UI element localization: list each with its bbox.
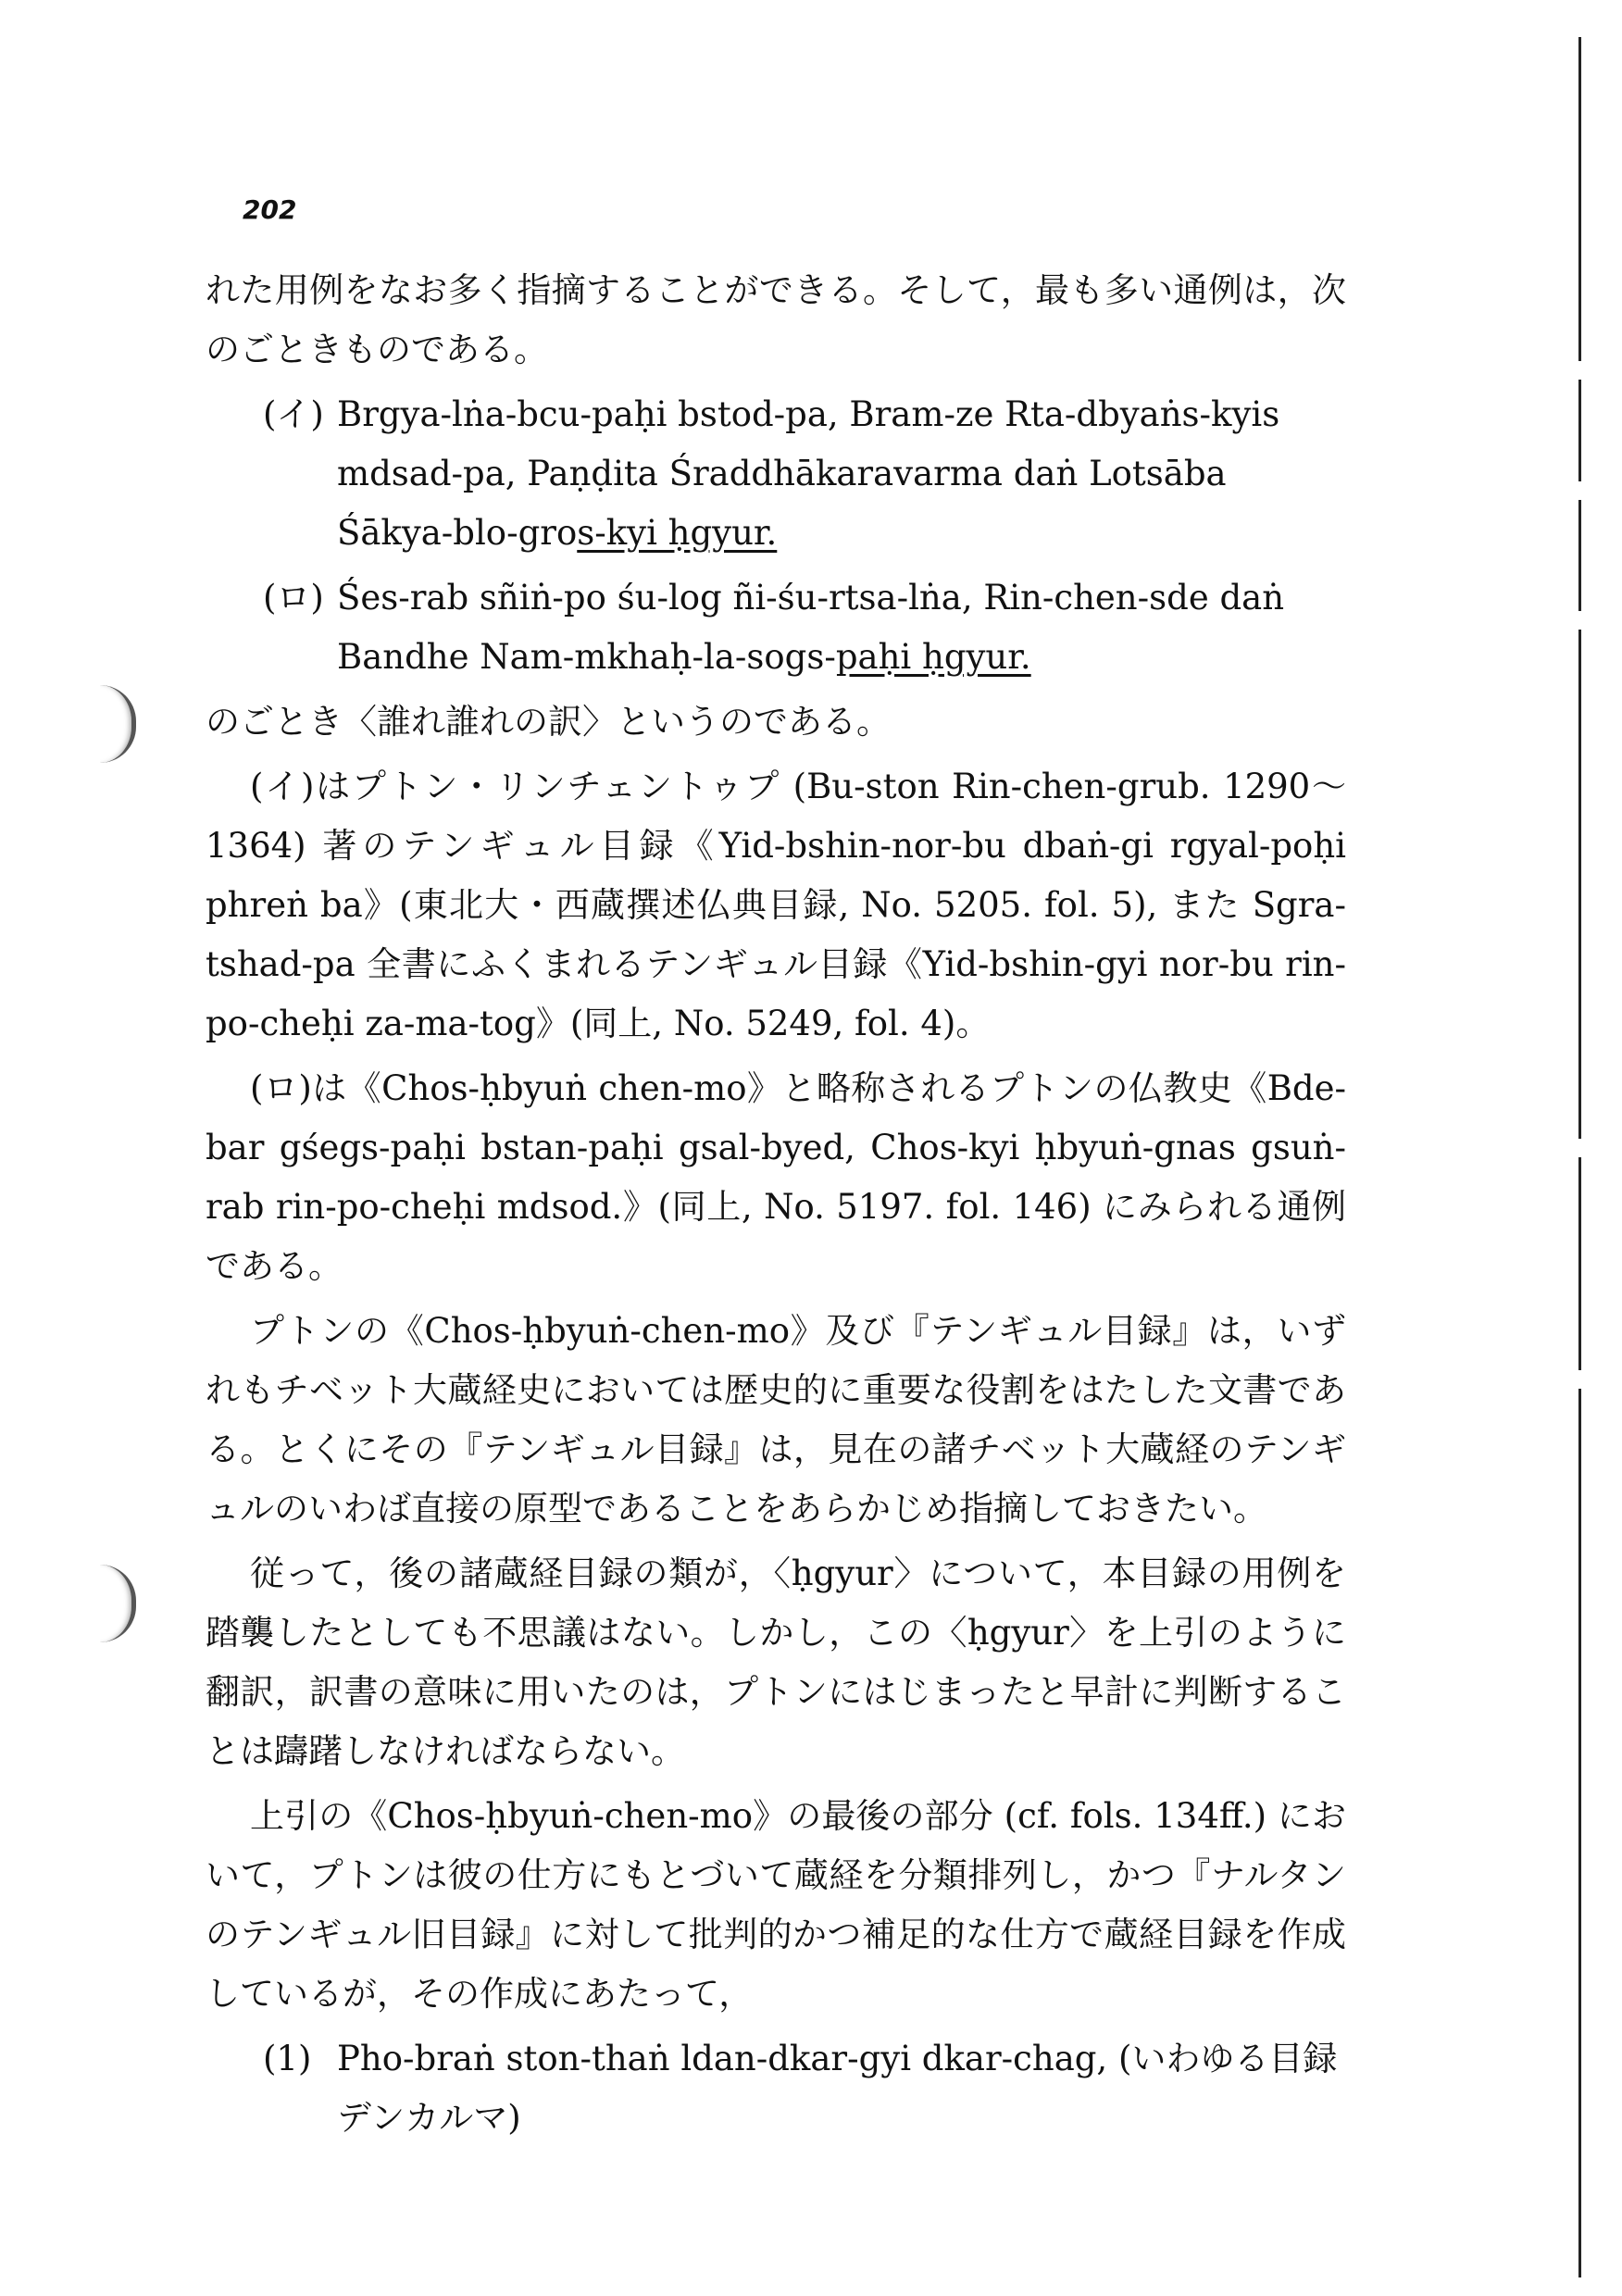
list-item-text: Pho-braṅ ston-thaṅ ldan-dkar-gyi dkar-chag, (いわゆる目録デンカルマ) [337,2039,1338,2138]
underlined-text: s-kyi ḥgyur. [577,513,778,553]
list-marker: (ロ) [263,578,324,618]
list-item-text: Brgya-lṅa-bcu-paḥi bstod-pa, Bram-ze Rta-dbyaṅs-kyis mdsad-pa, Paṇḍita Śraddhākaravarma daṅ Lotsāba Śākya-blo-gros-kyi ḥgyur. [337,394,1280,553]
binding-bracket [100,1565,136,1642]
rule-gap [1578,481,1582,500]
rule-gap [1578,1139,1582,1157]
rule-gap [1578,611,1582,630]
page-body [206,261,1346,2153]
list-item-text: Śes-rab sñiṅ-po śu-log ñi-śu-rtsa-lṅa, Rin-chen-sde daṅ Bandhe Nam-mkhaḥ-la-sogs-paḥi ḥgyur. [337,578,1285,677]
paragraph: 従って，後の諸蔵経目録の類が，〈ḥgyur〉について，本目録の用例を踏襲したとしても不思議はない。しかし，この〈ḥgyur〉を上引のように翻訳，訳書の意味に用いたのは，プトンにはじまったと早計に判断することは躊躇しなければならない。 [206,1554,1346,1771]
list-item [263,385,1346,563]
paragraph: のごとき〈誰れ誰れの訳〉というのである。 [206,702,891,742]
page-number: 202 [243,194,297,225]
underlined-text: paḥi ḥgyur. [835,637,1031,677]
list-marker: (イ) [263,394,324,434]
paragraph: れた用例をなお多く指摘することができる。そして，最も多い通例は，次のごときものである。 [206,270,1346,369]
list-item [263,2029,1346,2148]
list-item [263,568,1346,687]
paragraph: (イ)はプトン・リンチェントゥプ (Bu-ston Rin-chen-grub. 1290〜1364) 著のテンギュル目録《Yid-bshin-nor-bu dbaṅ-gi rgyal-poḥi phreṅ ba》(東北大・西蔵撰述仏典目録, No. 5205. fol. 5), また Sgra-tshad-pa 全書にふくまれるテンギュル目録《Yid-bshin-gyi nor-bu rin-po-cheḥi za-ma-tog》(同上, No. 5249, fol. 4)。 [206,767,1346,1043]
paragraph: プトンの《Chos-ḥbyuṅ-chen-mo》及び『テンギュル目録』は，いずれもチベット大蔵経史においては歴史的に重要な役割をはたした文書である。とくにその『テンギュル目録』は，見在の諸チベット大蔵経のテンギュルのいわば直接の原型であることをあらかじめ指摘しておきたい。 [206,1311,1346,1529]
paragraph: (ロ)は《Chos-ḥbyuṅ chen-mo》と略称されるプトンの仏教史《Bde-bar gśegs-paḥi bstan-paḥi gsal-byed, Chos-kyi ḥbyuṅ-gnas gsuṅ-rab rin-po-cheḥi mdsod.》(同上, No. 5197. fol. 146) にみられる通例である。 [206,1068,1346,1286]
list-marker: (1) [263,2039,312,2078]
rule-gap [1578,361,1582,380]
paragraph: 上引の《Chos-ḥbyuṅ-chen-mo》の最後の部分 (cf. fols. 134ff.) において，プトンは彼の仕方にもとづいて蔵経を分類排列し，かつ『ナルタンのテンギュル旧目録』に対して批判的かつ補足的な仕方で蔵経目録を作成しているが，その作成にあたって， [206,1796,1346,2014]
rule-gap [1578,1370,1582,1389]
binding-bracket [100,685,136,763]
